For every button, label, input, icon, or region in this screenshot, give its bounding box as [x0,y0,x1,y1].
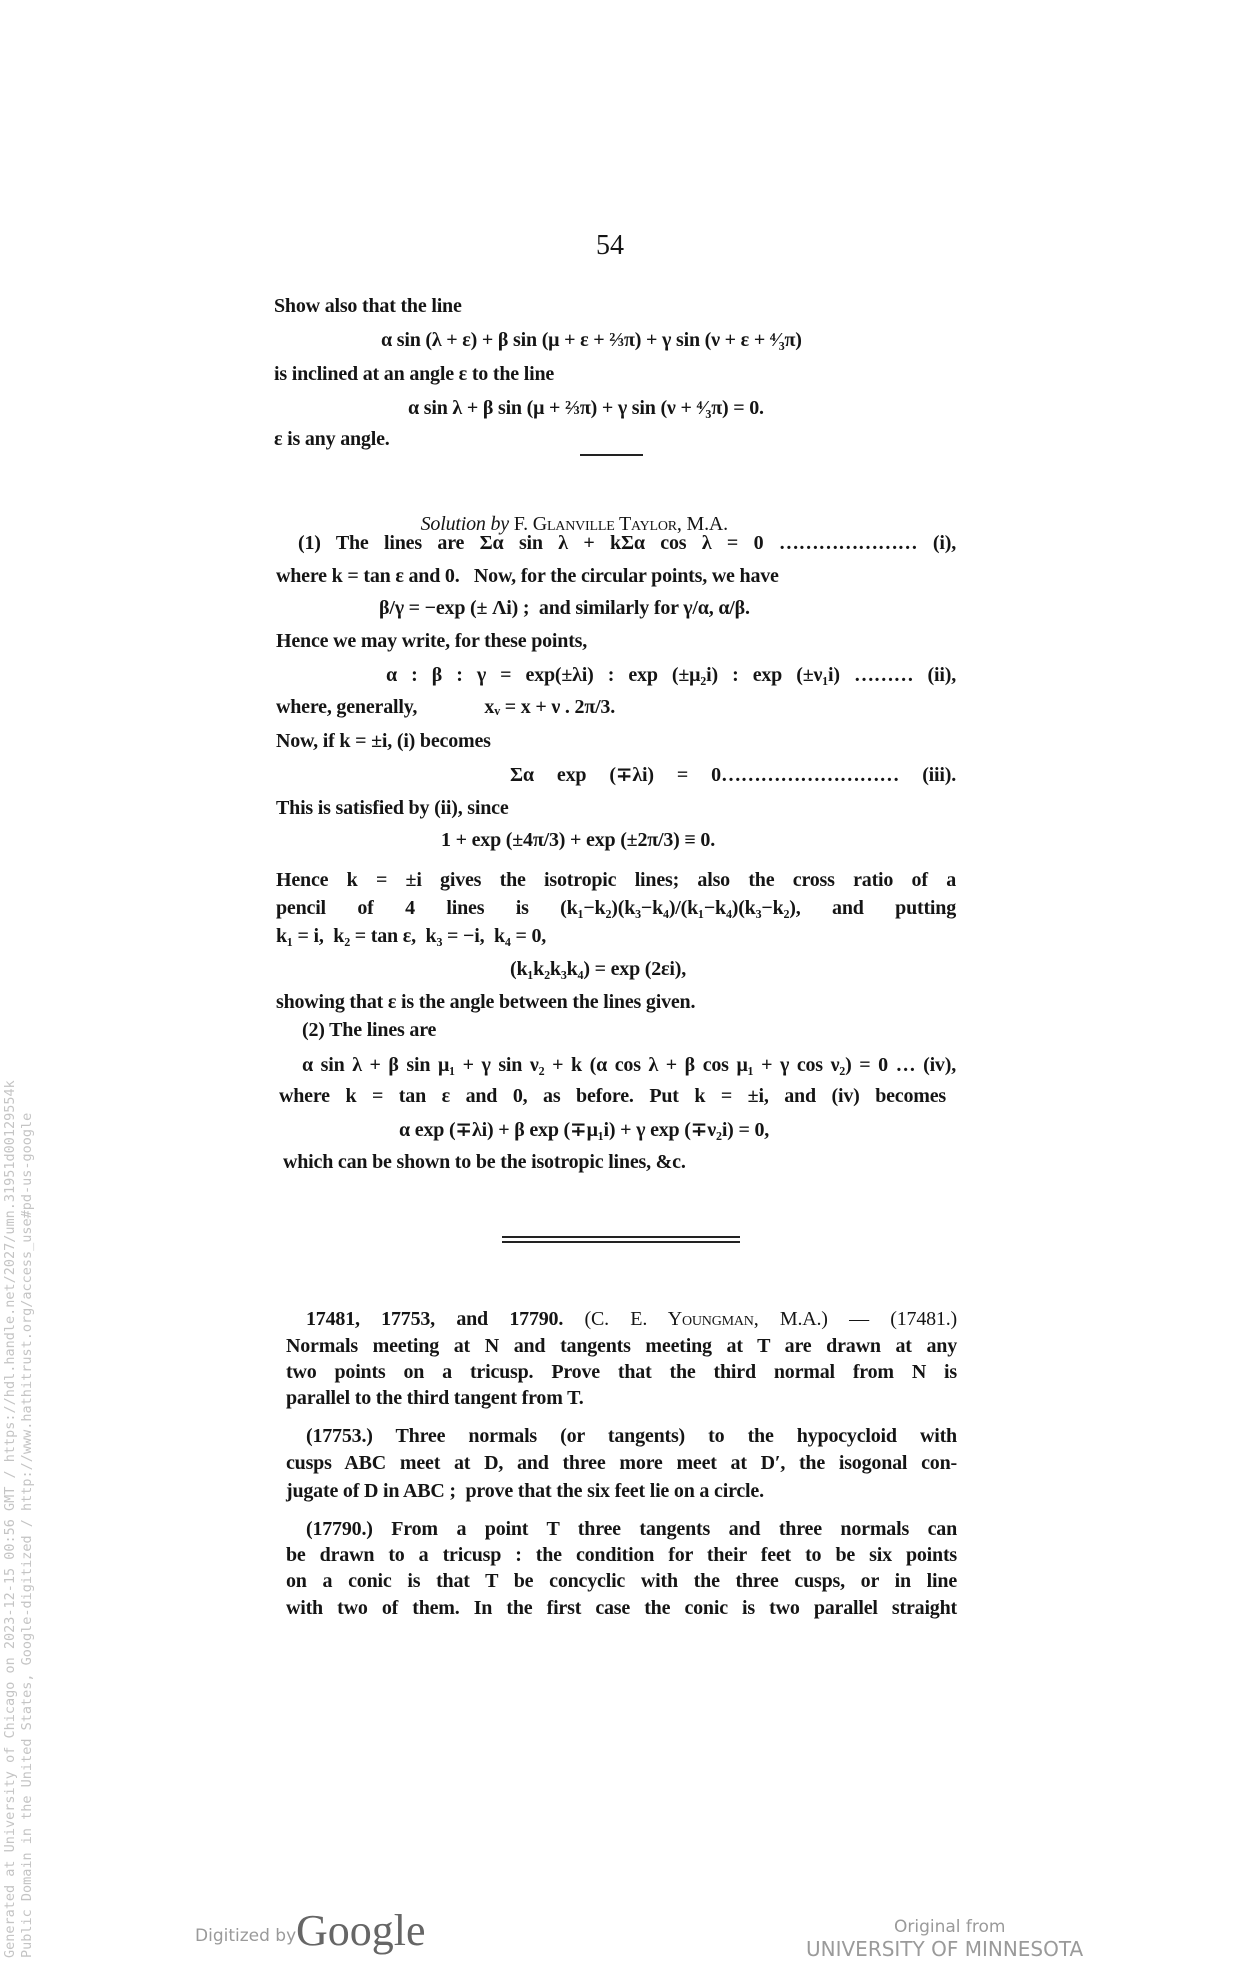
equation: α sin λ + β sin (μ + ⅔π) + γ sin (ν + ⁴⁄₃π) = 0. [408,397,764,419]
watermark-line-2: Public Domain in the United States, Google-digitized / http://www.hathitrust.org/access_use#pd-us-google [19,1112,35,1958]
text-line: Show also that the line [274,295,462,317]
equation: β/γ = −exp (± Λi) ; and similarly for γ/α, α/β. [379,597,750,619]
text-line: Hence we may write, for these points, [276,630,588,652]
equation: Σα exp (∓λi) = 0……………………… (iii). [510,764,956,786]
text-line: is inclined at an angle ε to the line [274,363,555,385]
problem-proposer: (C. E. Youngman, M.A.) — (17481.) [584,1308,957,1330]
problem-numbers: 17481, 17753, and 17790. [306,1308,564,1330]
divider [580,454,643,456]
text-line: be drawn to a tricusp : the condition for their feet to be six points [286,1544,957,1566]
text-line: two points on a tricusp. Prove that the third normal from N is [286,1361,957,1383]
text-line: parallel to the third tangent from T. [286,1387,584,1409]
text-line: which can be shown to be the isotropic lines, &c. [283,1151,686,1173]
google-logo: Google [296,1906,426,1955]
text-line: (2) The lines are [302,1019,437,1041]
equation: α exp (∓λi) + β exp (∓μ₁i) + γ exp (∓ν₂i) = 0, [399,1119,770,1141]
solution-author: F. Glanville Taylor, M.A. [513,513,728,535]
text-line: jugate of D in ABC ; prove that the six feet lie on a circle. [286,1480,764,1502]
solution-heading [411,488,728,536]
double-rule-bottom [502,1241,740,1243]
double-rule-top [502,1236,740,1238]
text-line: This is satisfied by (ii), since [276,797,509,819]
text-line: on a conic is that T be concyclic with the three cusps, or in line [286,1570,957,1592]
text-line: pencil of 4 lines is (k₁−k₂)(k₃−k₄)/(k₁−k₄)(k₃−k₂), and putting [276,897,956,919]
text-line: (1) The lines are Σα sin λ + kΣα cos λ = 0 ………………… (i), [298,532,956,554]
equation: (k₁k₂k₃k₄) = exp (2εi), [510,958,687,980]
equation: 1 + exp (±4π/3) + exp (±2π/3) ≡ 0. [441,829,716,851]
text-line: where k = tan ε and 0, as before. Put k = ±i, and (iv) becomes [279,1085,946,1107]
text-line: k₁ = i, k₂ = tan ε, k₃ = −i, k₄ = 0, [276,925,547,947]
page-number: 54 [596,230,624,261]
text-line: (17753.) Three normals (or tangents) to the hypocycloid with [306,1425,957,1447]
original-from-label: Original from [894,1917,1006,1937]
text-line: cusps ABC meet at D, and three more meet at D′, the isogonal con- [286,1452,957,1474]
solution-by-label: Solution by [420,513,509,535]
text-line: (17790.) From a point T three tangents and three normals can [306,1518,957,1540]
watermark-line-1: Generated at University of Chicago on 2023-12-15 00:56 GMT / https://hdl.handle.net/2027/umn.31951d00129554k [2,1080,18,1958]
equation: α sin (λ + ε) + β sin (μ + ε + ⅔π) + γ sin (ν + ε + ⁴⁄₃π) [381,329,802,351]
text-line: showing that ε is the angle between the lines given. [276,991,696,1013]
institution-name: UNIVERSITY OF MINNESOTA [806,1937,1084,1961]
equation: α : β : γ = exp(±λi) : exp (±μ₂i) : exp (±ν₁i) ……… (ii), [386,664,956,686]
equation: α sin λ + β sin μ₁ + γ sin ν₂ + k (α cos λ + β cos μ₁ + γ cos ν₂) = 0 … (iv), [302,1054,956,1076]
digitized-by-label: Digitized by [195,1926,297,1946]
text-line: Normals meeting at N and tangents meeting at T are drawn at any [286,1335,957,1357]
text-line: where, generally, xᵥ = x + ν . 2π/3. [276,696,616,718]
text-line: Now, if k = ±i, (i) becomes [276,730,491,752]
text-line: Hence k = ±i gives the isotropic lines; also the cross ratio of a [276,869,956,891]
problem-header [306,1307,957,1331]
text-line: with two of them. In the first case the conic is two parallel straight [286,1597,957,1619]
text-line: where k = tan ε and 0. Now, for the circular points, we have [276,565,779,587]
text-line: ε is any angle. [274,428,390,450]
